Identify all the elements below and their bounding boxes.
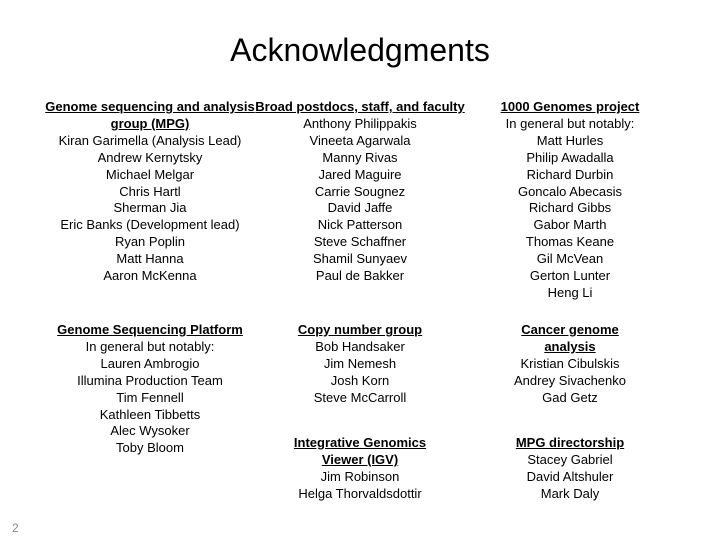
group-member: Toby Bloom	[116, 440, 184, 456]
group-member: Richard Durbin	[526, 166, 614, 182]
group-heading: Genome sequencing and analysis group (MPG)	[45, 99, 255, 131]
group-member: Matt Hanna	[116, 251, 184, 267]
group-member: Jim Robinson	[320, 468, 400, 484]
group-member: Kiran Garimella (Analysis Lead)	[58, 132, 242, 148]
group-heading: Copy number group	[297, 322, 423, 337]
group-member: Steve Schaffner	[313, 234, 407, 250]
group-member: Stacey Gabriel	[527, 451, 613, 467]
group-member: Gad Getz	[542, 389, 598, 405]
group-broad-postdocs	[250, 99, 470, 285]
group-member: In general but notably:	[85, 338, 215, 354]
group-member: Jim Nemesh	[323, 355, 397, 371]
group-member: David Jaffe	[327, 200, 393, 216]
group-member: Josh Korn	[330, 372, 390, 388]
group-member: Anthony Philippakis	[303, 115, 417, 131]
group-member: Kristian Cibulskis	[520, 355, 620, 371]
group-member: Tim Fennell	[116, 389, 184, 405]
group-member: Goncalo Abecasis	[517, 183, 623, 199]
group-member: Thomas Keane	[525, 234, 615, 250]
group-member: Gabor Marth	[533, 217, 607, 233]
group-heading: Integrative Genomics Viewer (IGV)	[293, 435, 427, 467]
group-member: Alec Wysoker	[110, 423, 190, 439]
group-member: David Altshuler	[526, 468, 614, 484]
group-heading: 1000 Genomes project	[500, 99, 640, 114]
group-member: Lauren Ambrogio	[100, 355, 200, 371]
group-genome-sequencing-analysis	[40, 99, 260, 285]
group-member: Ryan Poplin	[114, 234, 186, 250]
group-genome-sequencing-platform	[40, 322, 260, 457]
group-member: Bob Handsaker	[315, 338, 405, 354]
group-member: Eric Banks (Development lead)	[60, 217, 240, 233]
group-heading: Genome Sequencing Platform	[57, 322, 243, 337]
group-member: Jared Maguire	[318, 166, 402, 182]
group-copy-number	[250, 322, 470, 407]
group-1000-genomes	[460, 99, 680, 302]
page-number: 2	[12, 521, 19, 535]
group-member: Nick Patterson	[317, 217, 403, 233]
group-member: Heng Li	[547, 284, 593, 300]
group-member: Aaron McKenna	[103, 268, 197, 284]
group-member: Helga Thorvaldsdottir	[298, 485, 422, 501]
group-member: Andrey Sivachenko	[513, 372, 626, 388]
group-member: Illumina Production Team	[77, 372, 223, 388]
group-member: Chris Hartl	[119, 183, 181, 199]
slide-title: Acknowledgments	[230, 32, 490, 68]
group-member: Richard Gibbs	[528, 200, 612, 216]
group-member: Michael Melgar	[105, 166, 195, 182]
group-member: Gil McVean	[536, 251, 604, 267]
group-member: Shamil Sunyaev	[313, 251, 407, 267]
group-member: Andrew Kernytsky	[97, 149, 203, 165]
group-igv	[250, 435, 470, 503]
group-member: Matt Hurles	[536, 132, 604, 148]
group-heading: MPG directorship	[515, 435, 625, 450]
group-member: Carrie Sougnez	[314, 183, 406, 199]
group-member: Paul de Bakker	[315, 268, 405, 284]
group-mpg-directorship	[460, 435, 680, 503]
group-member: Manny Rivas	[322, 149, 398, 165]
group-member: In general but notably:	[505, 115, 635, 131]
group-heading: Cancer genome analysis	[521, 322, 619, 354]
group-member: Steve McCarroll	[313, 389, 407, 405]
group-cancer-genome-analysis	[460, 322, 680, 407]
group-member: Vineeta Agarwala	[309, 132, 411, 148]
group-member: Mark Daly	[540, 485, 600, 501]
group-member: Gerton Lunter	[529, 268, 611, 284]
group-member: Kathleen Tibbetts	[99, 406, 201, 422]
group-member: Philip Awadalla	[526, 149, 614, 165]
group-member: Sherman Jia	[113, 200, 187, 216]
group-heading: Broad postdocs, staff, and faculty	[255, 99, 465, 114]
